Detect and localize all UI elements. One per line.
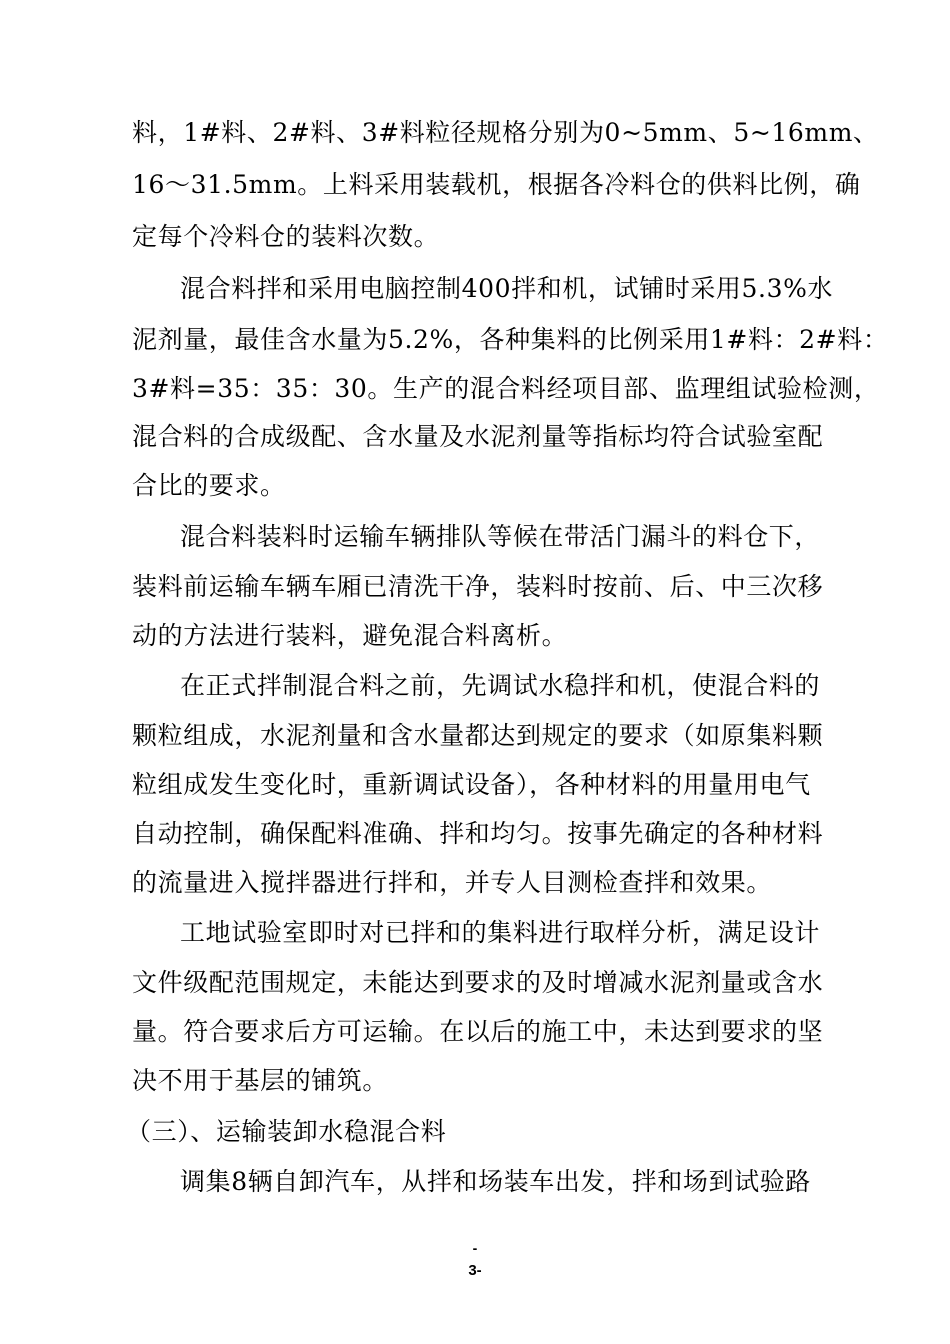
paragraph-4-line-4: 自动控制，确保配料准确、拌和均匀。按事先确定的各种材料 xyxy=(132,819,824,848)
paragraph-2-line-3: 3#料=35：35：30。生产的混合料经项目部、监理组试验检测， xyxy=(132,374,880,403)
paragraph-1-line-2: 16～31.5mm。上料采用装载机，根据各冷料仓的供料比例，确 xyxy=(132,170,861,199)
paragraph-6-line-1: 调集8辆自卸汽车，从拌和场装车出发，拌和场到试验路 xyxy=(180,1167,811,1196)
paragraph-3-line-3: 动的方法进行装料，避免混合料离析。 xyxy=(132,621,568,650)
footer-dash: - xyxy=(472,1240,478,1256)
paragraph-2-line-4: 混合料的合成级配、含水量及水泥剂量等指标均符合试验室配 xyxy=(132,422,824,451)
section-heading: （三）、运输装卸水稳混合料 xyxy=(126,1117,447,1146)
paragraph-4-line-1: 在正式拌制混合料之前，先调试水稳拌和机，使混合料的 xyxy=(180,671,821,700)
paragraph-4-line-2: 颗粒组成，水泥剂量和含水量都达到规定的要求（如原集料颗 xyxy=(132,721,824,750)
paragraph-2-line-2: 泥剂量，最佳含水量为5.2%，各种集料的比例采用1#料：2#料： xyxy=(132,325,889,354)
page-number: 3- xyxy=(468,1262,482,1279)
paragraph-2-line-1: 混合料拌和采用电脑控制400拌和机，试铺时采用5.3%水 xyxy=(180,274,834,303)
paragraph-3-line-2: 装料前运输车辆车厢已清洗干净，装料时按前、后、中三次移 xyxy=(132,572,824,601)
paragraph-4-line-3: 粒组成发生变化时，重新调试设备），各种材料的用量用电气 xyxy=(132,770,811,799)
paragraph-3-line-1: 混合料装料时运输车辆排队等候在带活门漏斗的料仓下， xyxy=(180,522,821,551)
paragraph-4-line-5: 的流量进入搅拌器进行拌和，并专人目测检查拌和效果。 xyxy=(132,868,773,897)
paragraph-5-line-4: 决不用于基层的铺筑。 xyxy=(132,1066,389,1095)
paragraph-5-line-1: 工地试验室即时对已拌和的集料进行取样分析，满足设计 xyxy=(180,918,821,947)
paragraph-5-line-3: 量。符合要求后方可运输。在以后的施工中，未达到要求的坚 xyxy=(132,1017,824,1046)
paragraph-1-line-1: 料，1#料、2#料、3#料粒径规格分别为0~5mm、5~16mm、 xyxy=(132,118,879,147)
paragraph-1-line-3: 定每个冷料仓的装料次数。 xyxy=(132,222,440,251)
paragraph-5-line-2: 文件级配范围规定，未能达到要求的及时增减水泥剂量或含水 xyxy=(132,968,824,997)
paragraph-2-line-5: 合比的要求。 xyxy=(132,471,286,500)
